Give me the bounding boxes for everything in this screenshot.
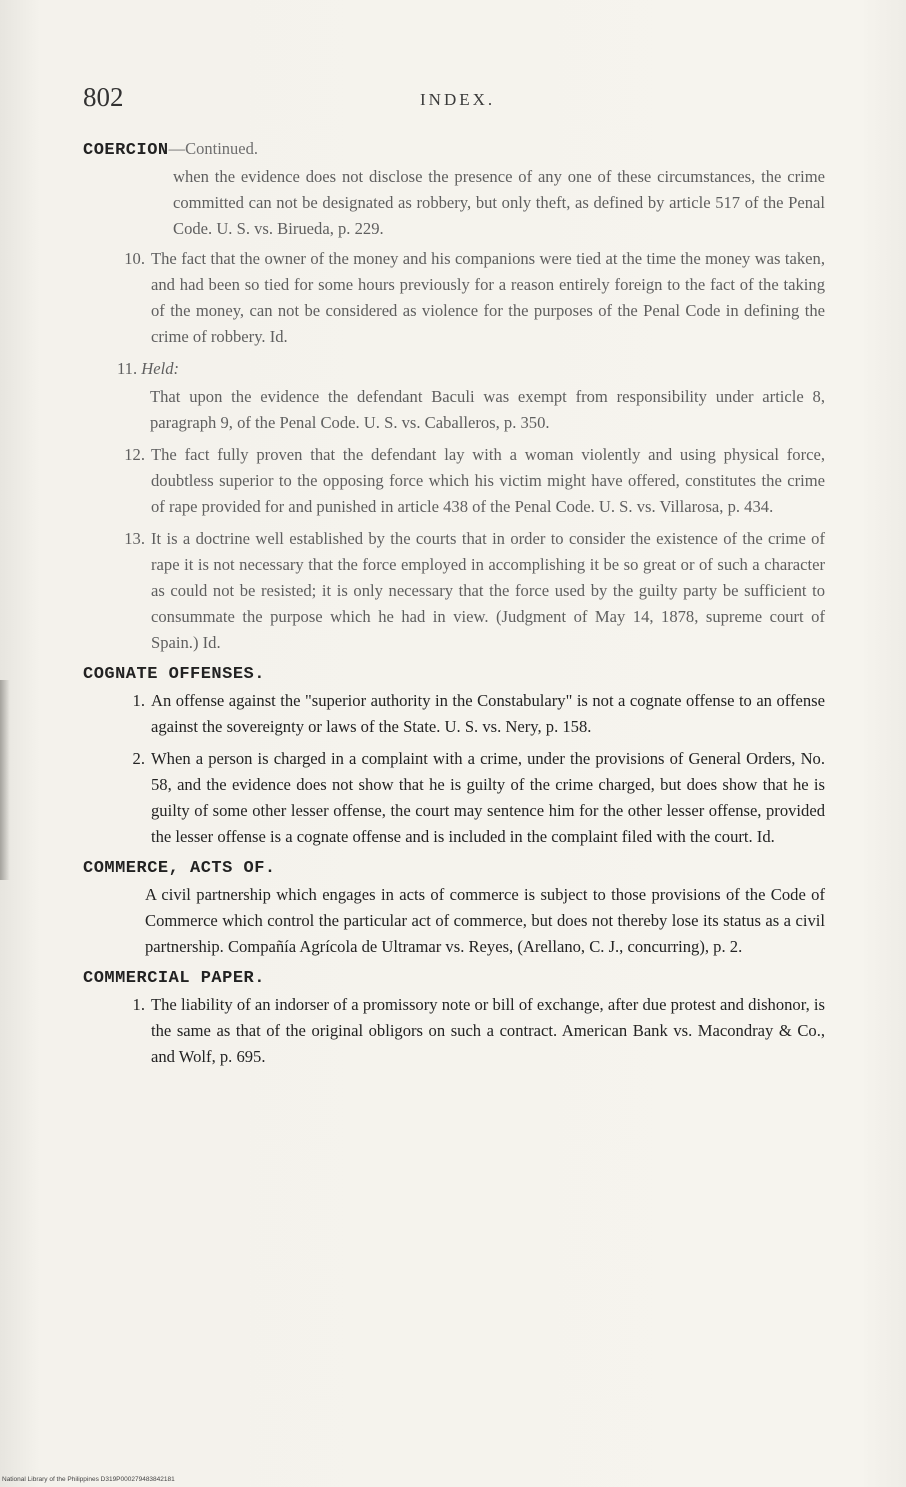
item-number: 11.	[117, 359, 138, 378]
item-number: 10.	[124, 249, 145, 268]
held-label: Held:	[141, 359, 180, 378]
item-text: The fact that the owner of the money and his companions were tied at the time the money was taken, and had been so tied for some hours previously for a reason entirely foreign to the fact of the taking of the money, can not be considered as violence for the purposes of the Penal Code in defining the crime of robbery. Id.	[151, 249, 825, 346]
list-item	[83, 746, 825, 850]
item-number: 12.	[124, 445, 145, 464]
list-item	[83, 688, 825, 740]
section-heading	[83, 136, 825, 164]
index-content	[83, 136, 825, 1076]
list-item-held	[83, 356, 825, 382]
page-number: 802	[83, 82, 124, 112]
item-text: When a person is charged in a complaint with a crime, under the provisions of General Orders, No. 58, and the evidence does not show that he is guilty of the crime charged, but does show that he is guilty of some other lesser offense, the court may sentence him for the other lesser offense, provided the lesser offense is a cognate offense and is included in the complaint filed with the court. Id.	[151, 749, 825, 846]
section-commercial-paper	[83, 966, 825, 1070]
item-number: 1.	[132, 691, 145, 710]
section-coercion	[83, 136, 825, 656]
section-cognate-offenses	[83, 662, 825, 850]
item-number: 1.	[132, 995, 145, 1014]
heading-title: COERCION	[83, 141, 169, 160]
page-header	[83, 82, 823, 118]
item-text: The liability of an indorser of a promissory note or bill of exchange, after due protest and dishonor, is the same as that of the original obligors on such a contract. American Bank vs. Macondray & Co., and Wolf, p. 695.	[151, 995, 825, 1066]
list-item	[83, 526, 825, 656]
item-text: It is a doctrine well established by the courts that in order to consider the existence of the crime of rape it is not necessary that the force employed in accomplishing it be so great or of such a character as could not be resisted; it is only necessary that the force used by the guilty party be sufficient to consummate the purpose which he had in view. (Judgment of May 14, 1878, supreme court of Spain.) Id.	[151, 529, 825, 652]
continued-paragraph: when the evidence does not disclose the presence of any one of these circumstances, the crime committed can not be designated as robbery, but only theft, as defined by article 517 of the Penal Code. U. S. vs. Birueda, p. 229.	[173, 167, 825, 238]
item-text: An offense against the "superior authority in the Constabulary" is not a cognate offense to an offense against the sovereignty or laws of the State. U. S. vs. Nery, p. 158.	[151, 691, 825, 736]
item-text: That upon the evidence the defendant Baculi was exempt from responsibility under article 8, paragraph 9, of the Penal Code. U. S. vs. Caballeros, p. 350.	[150, 387, 825, 432]
heading-continued: —Continued.	[168, 139, 258, 158]
section-heading: COGNATE OFFENSES.	[83, 665, 265, 684]
section-heading: COMMERCIAL PAPER.	[83, 969, 265, 988]
section-commerce-acts	[83, 856, 825, 960]
scan-credit: National Library of the Philippines D319P000279483842181	[2, 1476, 175, 1483]
entry-text: A civil partnership which engages in acts of commerce is subject to those provisions of the Code of Commerce which control the particular act of commerce, but does not thereby lose its status as a civil partnership. Compañía Agrícola de Ultramar vs. Reyes, (Arellano, C. J., concurring), p. 2.	[145, 885, 825, 956]
list-item	[83, 442, 825, 520]
section-heading: COMMERCE, ACTS OF.	[83, 859, 276, 878]
list-item	[83, 246, 825, 350]
binding-shadow	[0, 680, 10, 880]
list-item	[83, 992, 825, 1070]
item-number: 2.	[132, 749, 145, 768]
item-number: 13.	[124, 529, 145, 548]
running-head: INDEX.	[420, 90, 496, 109]
item-text: The fact fully proven that the defendant lay with a woman violently and using physical force, doubtless superior to the opposing force which his victim might have offered, constitutes the crime of rape provided for and punished in article 438 of the Penal Code. U. S. vs. Villarosa, p. 434.	[151, 445, 825, 516]
